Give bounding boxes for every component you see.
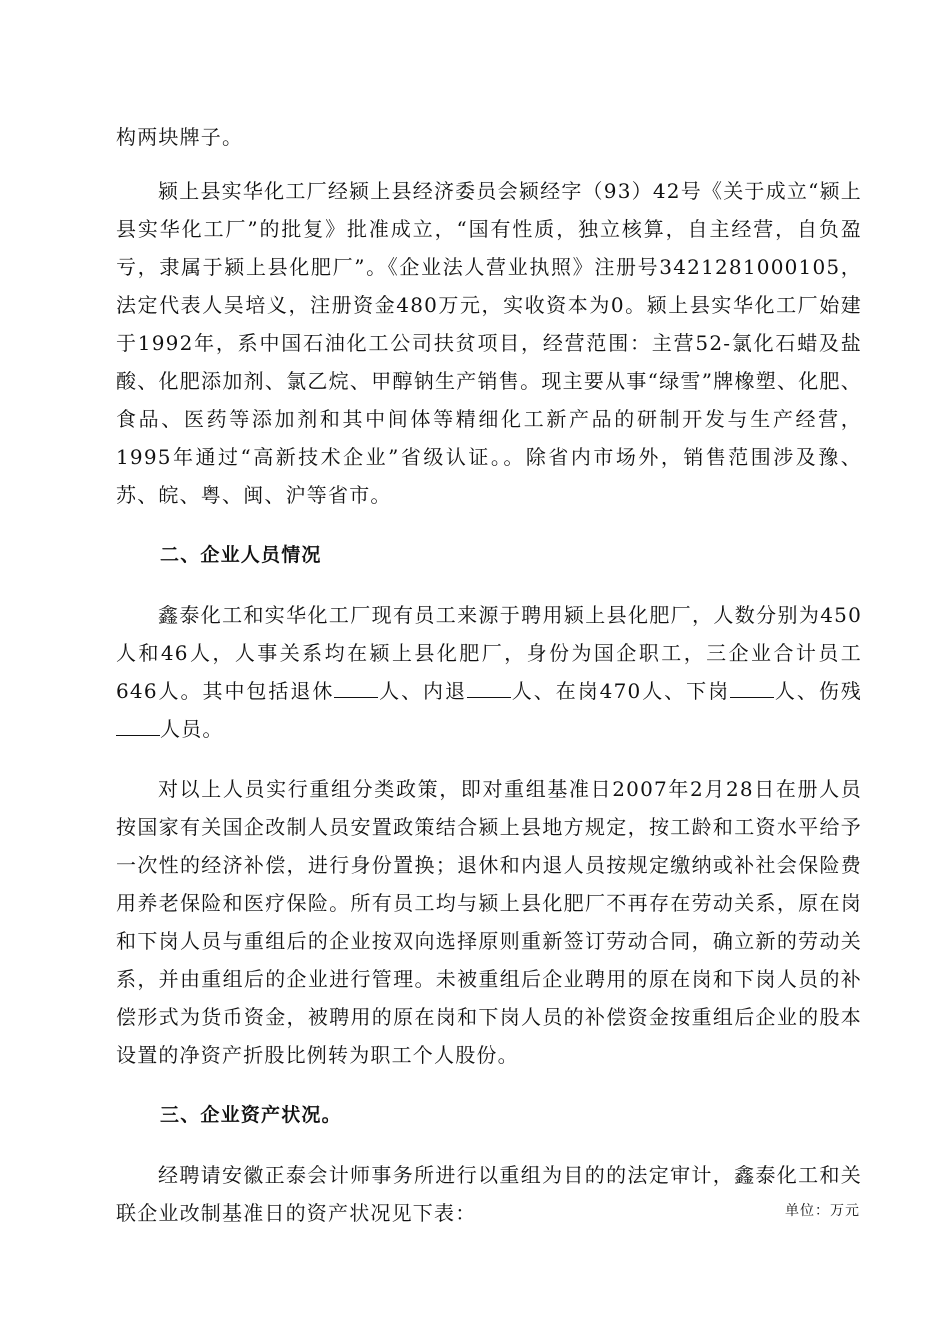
paragraph-staff-count: [116, 596, 862, 748]
staff-text-c: 人、在岗470人、下岗: [511, 679, 731, 703]
unit-label: 单位：万元: [785, 1203, 860, 1219]
blank-internal-retired: [467, 679, 511, 698]
staff-text-e: 人员。: [160, 717, 224, 741]
paragraph-shihua-plant: 颍上县实华化工厂经颍上县经济委员会颍经字（93）42号《关于成立“颍上县实华化工厂”的批复》批准成立，“国有性质，独立核算，自主经营，自负盈亏，隶属于颍上县化肥厂”。《企业法人营业执照》注册号3421281000105，法定代表人吴培义，注册资金480万元，实收资本为0。颍上县实华化工厂始建于1992年，系中国石油化工公司扶贫项目，经营范围：主营52-氯化石蜡及盐酸、化肥添加剂、氯乙烷、甲醇钠生产销售。现主要从事“绿雪”牌橡塑、化肥、食品、医药等添加剂和其中间体等精细化工新产品的研制开发与生产经营，1995年通过“高新技术企业”省级认证。。除省内市场外，销售范围涉及豫、苏、皖、粤、闽、沪等省市。: [116, 179, 862, 507]
section-heading-assets: 三、企业资产状况。: [160, 1104, 342, 1126]
blank-disabled: [116, 717, 160, 736]
paragraph-restructuring-policy: 对以上人员实行重组分类政策，即对重组基准日2007年2月28日在册人员按国家有关国企改制人员安置政策结合颍上县地方规定，按工龄和工资水平给予一次性的经济补偿，进行身份置换；退休和内退人员按规定缴纳或补社会保险费用养老保险和医疗保险。所有员工均与颍上县化肥厂不再存在劳动关系，原在岗和下岗人员与重组后的企业按双向选择原则重新签订劳动合同，确立新的劳动关系，并由重组后的企业进行管理。未被重组后企业聘用的原在岗和下岗人员的补偿形式为货币资金，被聘用的原在岗和下岗人员的补偿资金按重组后企业的股本设置的净资产折股比例转为职工个人股份。: [116, 777, 862, 1067]
blank-retired: [334, 679, 378, 698]
staff-text-d: 人、伤残: [774, 679, 862, 703]
staff-text-b: 人、内退: [378, 679, 467, 703]
section-heading-personnel: 二、企业人员情况: [160, 544, 322, 566]
staff-text-a: 鑫泰化工和实华化工厂现有员工来源于聘用颍上县化肥厂，人数分别为450人和46人，人事关系均在颍上县化肥厂，身份为国企职工，三企业合计员工646人。其中包括退休: [116, 603, 862, 703]
paragraph-audit: 经聘请安徽正泰会计师事务所进行以重组为目的的法定审计，鑫泰化工和关联企业改制基准日的资产状况见下表：: [116, 1163, 862, 1225]
paragraph-continuation: 构两块牌子。: [116, 125, 244, 149]
blank-laid-off: [730, 679, 774, 698]
document-body: [116, 118, 862, 1232]
